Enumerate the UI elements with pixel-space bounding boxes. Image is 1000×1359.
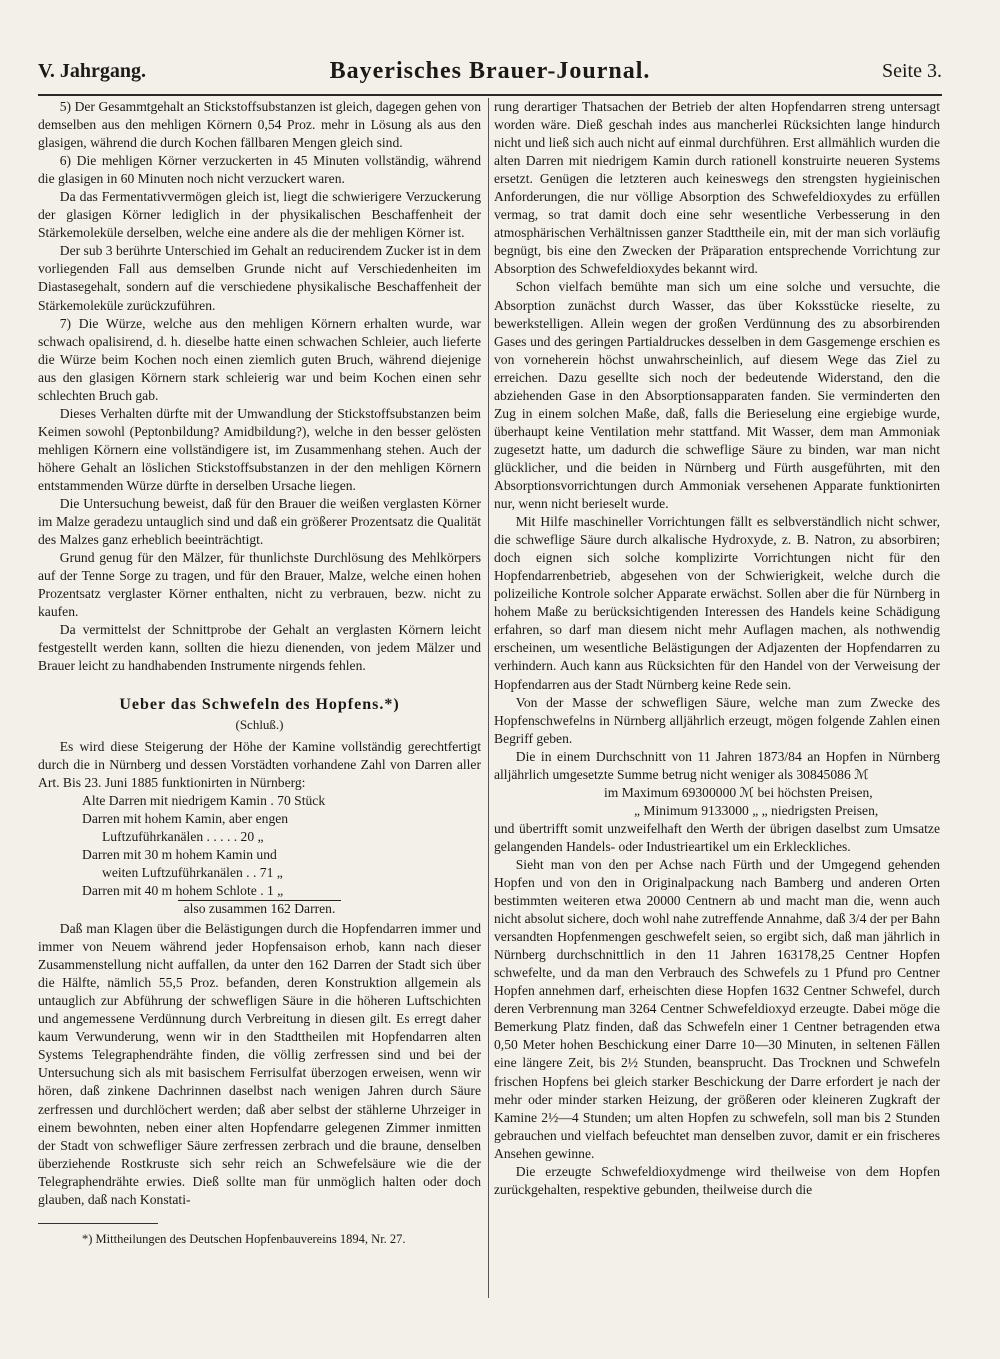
paragraph: 6) Die mehligen Körner verzuckerten in 45 Minuten vollständig, während die glasigen in 60 Minuten noch nicht verzuckert waren. [38,153,481,187]
paragraph: Dieses Verhalten dürfte mit der Umwandlung der Stickstoffsubstanzen beim Keimen sowohl (Peptonbildung? Amidbildung?), welche in den besser gelösten mehligen Körnern eine vollständigere ist, im Zusammenhang stehen. Auch der höhere Gehalt an löslichen Stickstoffsubstanzen in der den mehligen Körnern entstammenden Würze dürfte in derselben Ursache liegen. [38,405,481,493]
stat-line: Darren mit 30 m hohem Kamin und [82,846,277,862]
article-title: Ueber das Schwefeln des Hopfens.*) [119,695,400,713]
stat-line: Luftzuführkanälen . . . . . 20 „ [102,828,264,844]
stat-line: Darren mit 40 m hohem Schlote . 1 „ [82,882,284,898]
stat-line: Alte Darren mit niedrigem Kamin . 70 Stück [82,792,326,808]
paragraph: rung derartiger Thatsachen der Betrieb der alten Hopfendarren streng untersagt worden wäre. Dieß geschah indes aus mancherlei Rücksichten lange hindurch nicht und ließ sich auch nicht auf einmal durchführen. Erst allmählich wurden die alten Darren mit niedrigem Kamin durch rationell konstruirte neueren Systems ersetzt. Genügen die letzteren auch keineswegs den strengsten hygieinischen Anforderungen, die nur völlige Absorption des Schwefeldioxydes zu erfüllen vermag, so trat damit doch eine sehr wesentliche Verbesserung in den atmosphärischen Verhältnissen ganzer Stadttheile ein, mit der man sich vorläufig begnügt, bis eine den Zwecken der Präparation entsprechende Vorrichtung zur Absorption des Schwefeldioxydes bekannt wird. [494,99,940,277]
darren-statistics [38,792,481,900]
paragraph: Daß man Klagen über die Belästigungen durch die Hopfendarren immer und immer von Neuem während jeder Hopfensaison erhob, kann nach dieser Zusammenstellung nicht auffallen, da unter den 162 Darren der Stadt sich über die Hälfte, nämlich 55,5 Proz. befanden, deren Konstruktion allgemein als untauglich zur Abführung der schwefligen Säure in die höheren Luftschichten und angemessene Verdünnung durch Verbreitung in diesen gilt. Es erregt daher kaum Verwunderung, wenn wir in den Stadttheilen mit Hopfendarren alten Systems Telegraphendrähte finden, die völlig zerfressen sind und bei der Untersuchung sich als mit basischem Ferrisulfat überzogen erweisen, wenn wir hören, daß zinkene Dachrinnen daselbst nach wenigen Jahren durch Säure zerfressen und durchlöchert werden; daß aber selbst der stählerne Uhrzeiger in einem bewohnten, neben einer alten Hopfendarre gelegenen Zimmer inmitten der Stadt von schwefliger Säure zerfressen zerbrach und die braune, denselben überziehende Rostkruste sich sehr reich an Schwefelsäure wie die der Telegraphendrähte erwies. Dieß sollte man für unmöglich halten oder doch glauben, daß nach Konstati- [38,921,481,1207]
stat-line: Darren mit hohem Kamin, aber engen [82,810,289,826]
stat-total-text: also zusammen 162 Darren. [178,900,342,916]
footnote-rule [38,1223,158,1224]
paragraph: 7) Die Würze, welche aus den mehligen Körnern erhalten wurde, war schwach opalisirend, d. h. dieselbe hatte einen schwachen Schleier, auch lieferte die Würze beim Kochen noch einen ziemlich guten Bruch, während diejenige aus den glasigen Körnern stark schleierig war und beim Kochen einen sehr schlechten Bruch gab. [38,315,481,403]
paragraph: Der sub 3 berührte Unterschied im Gehalt an reducirendem Zucker ist in dem vorliegenden Fall aus demselben Grunde nicht auf Verschiedenheiten im Diastasegehalt, sondern auf die verschiedene physikalische Beschaffenheit der Stärkemoleküle zurückzuführen. [38,243,482,313]
paragraph: Grund genug für den Mälzer, für thunlichste Durchlösung des Mehlkörpers auf der Tenne Sorge zu tragen, und für den Brauer, Malze, welche einen hohen Prozentsatz verglaster Körner enthalten, nicht zu verbrauen, bezw. nicht zu kaufen. [38,550,481,620]
paragraph: Die Untersuchung beweist, daß für den Brauer die weißen verglasten Körner im Malze geradezu untauglich sind und daß ein größerer Prozentsatz die Qualität des Malzes ganz erheblich beeinträchtigt. [38,496,481,548]
page-header [38,58,942,88]
journal-title: Bayerisches Brauer-Journal. [329,58,651,84]
stat-line: weiten Luftzuführkanälen . . 71 „ [102,864,283,880]
header-rule [38,94,942,96]
left-column [38,98,481,1248]
paragraph: Die in einem Durchschnitt von 11 Jahren 1873/84 an Hopfen in Nürnberg alljährlich umgesetzte Summe betrug nicht weniger als 30845086 ℳ [494,748,940,782]
paragraph: Schon vielfach bemühte man sich um eine solche und versuchte, die Absorption zunächst durch Wasser, das über Koksstücke rieselte, zu bewerkstelligen. Allein wegen der großen Verdünnung des zu absorbirenden Gases und des geringen Partialdruckes desselben in dem Gasgemenge erschien es von vorneherein höchst unwahrscheinlich, auf diesem Wege das Ziel zu erreichen. Dazu gesellte sich noch der bedeutende Widerstand, den die abziehenden Gase in den Absorptionsapparaten fanden. Sie verminderten den Zug in einem solchen Maße, daß, falls die Berieselung eine ergiebige wurde, überhaupt keine Ventilation mehr stattfand. Mit Wasser, dem man Ammoniak zugesetzt hatte, um dadurch die schweflige Säure zu binden, war man nicht glücklicher, und die beiden in Nürnberg und Fürth ausgeführten, mit den Absorptionsvorrichtungen durch Ammoniak versehenen Apparate funktionirten nur, wenn nicht berieselt wurde. [494,279,940,512]
paragraph: Von der Masse der schwefligen Säure, welche man zum Zwecke des Hopfenschwefelns in Nürnberg alljährlich erzeugt, mögen folgende Zahlen einen Begriff geben. [494,694,940,746]
paragraph: und übertrifft somit unzweifelhaft den Werth der übrigen daselbst zum Umsatze gelangenden Handels- oder Industrieartikel um ein Erkleckliches. [494,820,940,854]
article-subtitle: (Schluß.) [235,716,284,732]
stat-total [38,900,481,918]
volume-label: V. Jahrgang. [38,60,146,82]
footnote: *) Mittheilungen des Deutschen Hopfenbauvereins 1894, Nr. 27. [82,1231,406,1246]
sum-minimum: „ Minimum 9133000 „ „ niedrigsten Preisen, [634,802,879,818]
paragraph: Da das Fermentativvermögen gleich ist, liegt die schwierigere Verzuckerung der glasigen Körner lediglich in der physikalischen Beschaffenheit der Stärkemoleküle derselben, welche eine andere als die der mehligen Körner ist. [38,189,481,241]
paragraph: Sieht man von den per Achse nach Fürth und der Umgegend gehenden Hopfen und von den in Originalpackung nach Bamberg und anderen Orten bestimmten weiteren etwa 20000 Centnern ab und macht man die, wenn auch nicht absolut sichere, doch wohl nahe zutreffende Annahme, daß 3/4 der per Bahn versandten Hopfenmengen geschwefelt seien, so ergibt sich, daß man jährlich in Nürnberg durchschnittlich in den 11 Jahren 163178,25 Centner Hopfen schwefelte, und da man den Verbrauch des Schwefels zu 1 Pfund pro Centner Hopfen annehmen darf, erheischten diese Hopfen 1632 Centner Schwefel, durch deren Verbrennung man 3264 Centner Schwefeldioxyd erzeugte. Dabei möge die Bemerkung Platz finden, daß das Schwefeln einer 1 Centner betragenden etwa 0,50 Meter hohen Beschickung einer Darre 10—30 Minuten, in seltenen Fällen eine längere Zeit, bis 2½ Stunden, beansprucht. Das Trocknen und Schwefeln frischen Hopfens bei gleich starker Beschickung der Darre erfordert je nach der mehr oder minder starken Heizung, der größeren oder kleineren Zugkraft der Kamine 2½—4 Stunden; um alten Hopfen zu schwefeln, soll man bis 2 Stunden gebrauchen und vielfach befeuchtet man denselben zuvor, damit er ein frischeres Ansehen gewinne. [494,856,940,1161]
right-column [494,98,940,1199]
paragraph: Da vermittelst der Schnittprobe der Gehalt an verglasten Körnern leicht festgestellt werden kann, sollten die hiezu dienenden, von jedem Mälzer und Brauer leicht zu handhabenden Instrumente nirgends fehlen. [38,622,481,674]
paragraph: Mit Hilfe maschineller Vorrichtungen fällt es selbverständlich nicht schwer, die schweflige Säure durch alkalische Hydroxyde, z. B. Natron, zu absorbiren; doch eignen sich solche komplizirte Vorrichtungen nicht für den Hopfendarrenbetrieb, abgesehen von der Schwierigkeit, welche durch die polizeiliche Kontrole solcher Apparate erwächst. Sollen aber die für Nürnberg in hohem Maße zu berücksichtigenden Interessen des Handels keine Schädigung erfahren, so darf man diesem nicht mehr Auflagen machen, als nothwendig erscheinen, um wesentliche Belästigungen der Adjazenten der Hopfendarren zu verhindern. Auch kann aus Rücksichten für den Handel von der Verweisung der Hopfendarren aus der Stadt Nürnberg keine Rede sein. [494,514,940,692]
paragraph: Die erzeugte Schwefeldioxydmenge wird theilweise von dem Hopfen zurückgehalten, respektive gebunden, theilweise durch die [494,1163,940,1197]
column-separator [488,98,489,1298]
page-number: Seite 3. [882,60,942,82]
paragraph: Es wird diese Steigerung der Höhe der Kamine vollständig gerechtfertigt durch die in Nürnberg und dessen Vorstädten vorhandene Zahl von Darren aller Art. Bis 23. Juni 1885 funktionirten in Nürnberg: [38,738,481,790]
paragraph: 5) Der Gesammtgehalt an Stickstoffsubstanzen ist gleich, dagegen gehen von demselben aus den mehligen Körnern 0,54 Proz. mehr in Lösung als aus den glasigen, während die durch Kochen fällbaren Mengen gleich sind. [38,99,481,151]
sum-maximum: im Maximum 69300000 ℳ bei höchsten Preisen, [604,784,873,800]
